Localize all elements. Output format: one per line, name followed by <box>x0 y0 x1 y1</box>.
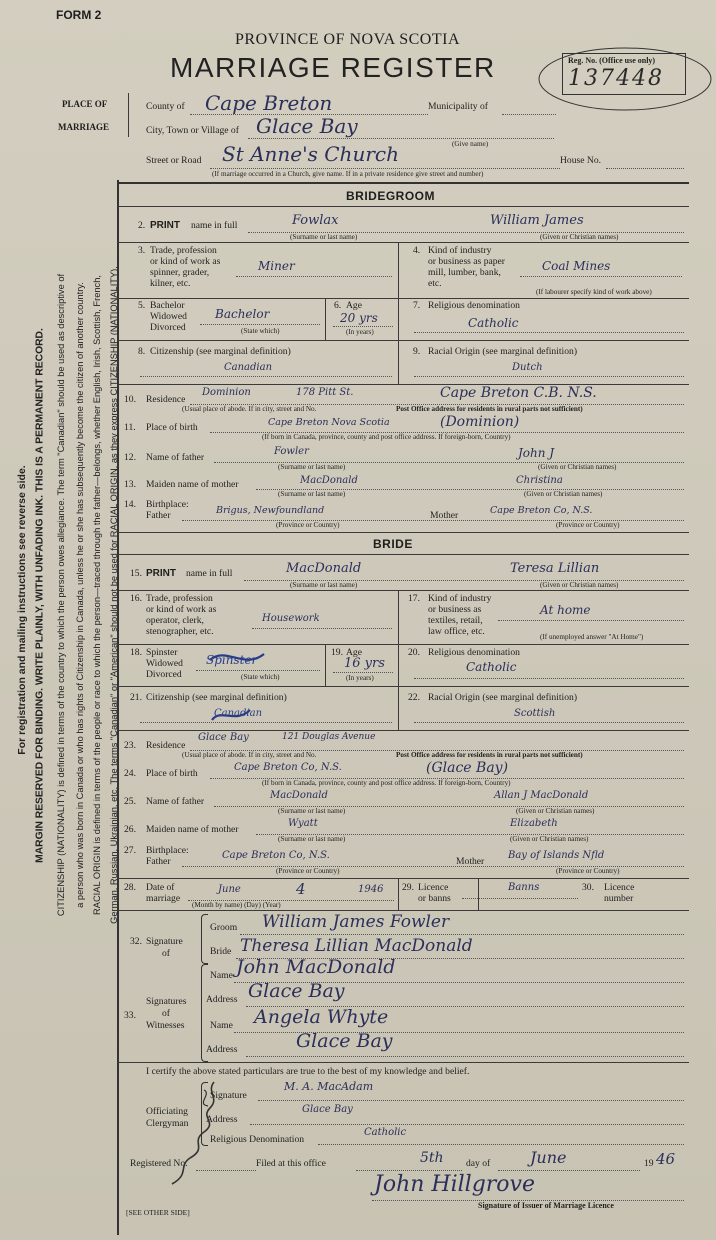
groom-industry: Coal Mines <box>542 259 611 273</box>
f7-number: 7. <box>413 300 421 311</box>
witness2-name: Angela Whyte <box>254 1006 389 1028</box>
f8-label: Citizenship (see marginal definition) <box>150 346 291 357</box>
bride-mother-province-note: (Province or Country) <box>556 867 620 875</box>
f30-line2: number <box>604 893 634 904</box>
certify-statement: I certify the above stated particulars are true to the best of my knowledge and belief. <box>146 1066 470 1077</box>
f11-label: Place of birth <box>146 422 198 433</box>
bride-father-surname: MacDonald <box>270 790 328 801</box>
signature-label: Signature <box>146 936 183 947</box>
margin-line-1: For registration and mailing instructions see reverse side. <box>16 465 28 755</box>
house-no-label: House No. <box>560 155 602 166</box>
f15-number: 15. <box>130 568 142 579</box>
clergy-address: Glace Bay <box>302 1104 353 1115</box>
f18-line3: Divorced <box>146 669 182 680</box>
f14-mother-label: Mother <box>430 510 459 521</box>
bride-birth-note: (If born in Canada, province, county and post office address. If foreign-born, Country) <box>262 779 511 787</box>
f5-line2: Widowed <box>150 311 187 322</box>
groom-sig-label: Groom <box>210 922 238 933</box>
f18-number: 18. <box>130 647 142 658</box>
bride-industry: At home <box>540 603 591 617</box>
bride-residence-b: 121 Douglas Avenue <box>282 732 376 742</box>
f10-label: Residence <box>146 394 186 405</box>
f22-number: 22. <box>408 692 420 703</box>
f24-label: Place of birth <box>146 768 198 779</box>
province-heading: PROVINCE OF NOVA SCOTIA <box>235 31 461 48</box>
f24-number: 24. <box>124 768 136 779</box>
reg-no-label: Reg. No. (Office use only) <box>568 56 656 65</box>
f28-number: 28. <box>124 882 136 893</box>
groom-birth-b: (Dominion) <box>440 414 520 430</box>
groom-status: Bachelor <box>215 307 270 321</box>
f29-line1: Licence <box>418 882 449 893</box>
f4-line2: or business as paper <box>428 256 505 267</box>
groom-mother-given: Christina <box>516 475 563 486</box>
marriage-year: 1946 <box>358 884 384 895</box>
witnesses-line3: Witnesses <box>146 1020 185 1031</box>
bride-given-note: (Given or Christian names) <box>540 581 619 589</box>
see-other-side: [SEE OTHER SIDE] <box>126 1208 190 1217</box>
witness1-address: Glace Bay <box>248 980 345 1002</box>
f19-number: 19. <box>331 647 343 658</box>
groom-racial: Dutch <box>512 362 543 373</box>
witness1-name: John MacDonald <box>236 956 396 978</box>
f16-line1: Trade, profession <box>146 593 213 604</box>
groom-given: William James <box>490 213 584 228</box>
f9-label: Racial Origin (see marginal definition) <box>428 346 578 357</box>
groom-residence-a: Dominion <box>202 387 251 398</box>
bride-trade: Housework <box>262 613 320 624</box>
f20-label: Religious denomination <box>428 647 520 658</box>
f2-label: name in full <box>191 220 238 231</box>
groom-trade: Miner <box>258 259 295 273</box>
groom-father-surname: Fowler <box>274 446 309 457</box>
bride-status: Spinster <box>206 653 258 667</box>
f25-number: 25. <box>124 796 136 807</box>
street-value: St Anne's Church <box>222 142 399 166</box>
father-province-note: (Province or Country) <box>276 521 340 529</box>
groom-years-note: (In years) <box>346 328 374 336</box>
groom-birth-a: Cape Breton Nova Scotia <box>268 417 390 428</box>
f27-label: Birthplace: <box>146 845 189 856</box>
margin-line-4: a person who was born in Canada or who has rights of Citizenship in Canada, unless he or she has subsequently become the citizen of another country. <box>75 282 85 908</box>
f14-number: 14. <box>124 499 136 510</box>
day-of-label: day of <box>466 1158 491 1169</box>
f27-mother-label: Mother <box>456 856 485 867</box>
street-label: Street or Road <box>146 155 202 166</box>
at-home-note: (If unemployed answer "At Home") <box>540 633 644 641</box>
f17-line3: textiles, retail, <box>428 615 483 626</box>
groom-religion: Catholic <box>468 316 519 330</box>
f10-number: 10. <box>124 394 136 405</box>
f28-line2: marriage <box>146 893 181 904</box>
groom-father-birthplace: Brigus, Newfoundland <box>216 505 325 516</box>
groom-residence-c: Cape Breton C.B. N.S. <box>440 385 597 401</box>
f25-label: Name of father <box>146 796 205 807</box>
f19-label: Age <box>346 647 362 658</box>
groom-residence-b: 178 Pitt St. <box>296 387 354 398</box>
margin-line-5: RACIAL ORIGIN is defined in terms of the people or race to which the person—traced through the father—belongs, whether English, Irish, Scottish, French, <box>92 275 102 915</box>
bride-birth-b: (Glace Bay) <box>426 760 509 776</box>
f9-number: 9. <box>413 346 421 357</box>
f15-label: name in full <box>186 568 233 579</box>
f28-line1: Date of <box>146 882 175 893</box>
f17-number: 17. <box>408 593 420 604</box>
marriage-month: June <box>218 884 241 895</box>
f17-line4: law office, etc. <box>428 626 485 637</box>
witnesses-line1: Signatures <box>146 996 187 1007</box>
groom-father-given: John J <box>518 446 555 460</box>
county-value: Cape Breton <box>205 91 333 115</box>
f17-line1: Kind of industry <box>428 593 492 604</box>
f17-line2: or business as <box>428 604 482 615</box>
f15-print: PRINT <box>146 568 176 579</box>
groom-citizenship: Canadian <box>224 362 273 373</box>
bride-racial: Scottish <box>514 708 556 719</box>
groom-given-note: (Given or Christian names) <box>540 233 619 241</box>
f30-number: 30. <box>582 882 594 893</box>
f22-label: Racial Origin (see marginal definition) <box>428 692 578 703</box>
officiating-line2: Clergyman <box>146 1118 189 1129</box>
filed-year-prefix: 19 <box>644 1158 654 1169</box>
bride-surname: MacDonald <box>286 561 362 576</box>
bride-father-province-note: (Province or Country) <box>276 867 340 875</box>
f5-number: 5. <box>138 300 146 311</box>
bride-signature: Theresa Lillian MacDonald <box>240 936 473 956</box>
bride-residence-note-1: (Usual place of abode. If in city, street and No. <box>182 751 317 759</box>
bride-mother-birthplace: Bay of Islands Nfld <box>508 850 605 861</box>
bride-years-note: (In years) <box>346 674 374 682</box>
bride-father-given: Allan J MacDonald <box>494 790 589 801</box>
mother-given-note: (Given or Christian names) <box>524 490 603 498</box>
city-label: City, Town or Village of <box>146 125 239 136</box>
bride-heading: BRIDE <box>373 537 413 551</box>
filed-label: Filed at this office <box>256 1158 326 1169</box>
f26-number: 26. <box>124 824 136 835</box>
f7-label: Religious denomination <box>428 300 520 311</box>
form-number: FORM 2 <box>56 8 102 22</box>
f5-line1: Bachelor <box>150 300 185 311</box>
f4-line1: Kind of industry <box>428 245 492 256</box>
f3-line1: Trade, profession <box>150 245 217 256</box>
f8-number: 8. <box>138 346 146 357</box>
bride-mother-given: Elizabeth <box>510 818 558 829</box>
officiating-line1: Officiating <box>146 1106 188 1117</box>
bride-father-given-note: (Given or Christian names) <box>516 807 595 815</box>
f4-number: 4. <box>413 245 421 256</box>
bride-surname-note: (Surname or last name) <box>290 581 358 589</box>
bride-mother-surname: Wyatt <box>288 818 318 829</box>
clergy-signature-label: Signature <box>210 1090 247 1101</box>
bride-age: 16 yrs <box>344 656 385 671</box>
f23-label: Residence <box>146 740 186 751</box>
bride-residence-a: Glace Bay <box>198 732 249 743</box>
father-given-note: (Given or Christian names) <box>538 463 617 471</box>
f3-line2: or kind of work as <box>150 256 221 267</box>
father-surname-note: (Surname or last name) <box>278 463 346 471</box>
mother-surname-note: (Surname or last name) <box>278 490 346 498</box>
witness2-name-label: Name <box>210 1020 233 1031</box>
ink-stroke-mark <box>206 640 286 730</box>
groom-mother-birthplace: Cape Breton Co, N.S. <box>490 505 593 516</box>
church-note: (If marriage occurred in a Church, give name. If in a private residence give street and number) <box>212 170 484 178</box>
residence-note-1: (Usual place of abode. If in city, street and No. <box>182 405 317 413</box>
give-name-note: (Give name) <box>452 140 489 148</box>
filed-day: 5th <box>420 1150 444 1166</box>
f3-number: 3. <box>138 245 146 256</box>
f18-line1: Spinster <box>146 647 178 658</box>
witnesses-line2: of <box>162 1008 170 1019</box>
f30-line1: Licence <box>604 882 635 893</box>
bride-state-note: (State which) <box>241 673 280 681</box>
f6-label: Age <box>346 300 362 311</box>
labourer-note: (If labourer specify kind of work above) <box>536 288 652 296</box>
signature-of-label: of <box>162 948 170 959</box>
groom-mother-surname: MacDonald <box>300 475 358 486</box>
date-note: (Month by name) (Day) (Year) <box>192 901 281 909</box>
issuer-signature: John Hillgrove <box>374 1172 535 1197</box>
bridegroom-heading: BRIDEGROOM <box>346 189 435 203</box>
f20-number: 20. <box>408 647 420 658</box>
place-of-label: PLACE OF <box>62 99 108 109</box>
f3-line3: spinner, grader, <box>150 267 210 278</box>
bride-citizenship: Canadian <box>214 708 263 719</box>
f27-father-label: Father <box>146 856 171 867</box>
bride-father-birthplace: Cape Breton Co, N.S. <box>222 850 330 861</box>
filed-year: 46 <box>656 1150 676 1168</box>
bride-mother-given-note: (Given or Christian names) <box>510 835 589 843</box>
groom-surname-note: (Surname or last name) <box>290 233 358 241</box>
groom-signature: William James Fowler <box>262 912 450 932</box>
f21-label: Citizenship (see marginal definition) <box>146 692 287 703</box>
clergy-address-label: Address <box>206 1114 238 1125</box>
bracket-32 <box>201 914 208 964</box>
bride-given: Teresa Lillian <box>510 561 600 576</box>
f4-line4: etc. <box>428 278 442 289</box>
f16-number: 16. <box>130 593 142 604</box>
issuer-label: Signature of Issuer of Marriage Licence <box>478 1201 614 1210</box>
groom-age: 20 yrs <box>340 311 378 325</box>
reg-no-ellipse-mark <box>536 44 714 114</box>
f16-line2: or kind of work as <box>146 604 217 615</box>
city-value: Glace Bay <box>256 114 358 138</box>
reg-no-value: 137448 <box>568 66 664 91</box>
f16-line3: operator, clerk, <box>146 615 204 626</box>
f18-line2: Widowed <box>146 658 183 669</box>
bride-mother-surname-note: (Surname or last name) <box>278 835 346 843</box>
f23-number: 23. <box>124 740 136 751</box>
witness2-address: Glace Bay <box>296 1030 393 1052</box>
f13-label: Maiden name of mother <box>146 479 239 490</box>
f2-print: PRINT <box>150 220 180 231</box>
bride-father-surname-note: (Surname or last name) <box>278 807 346 815</box>
registered-label: Registered No. <box>130 1158 188 1169</box>
f4-line3: mill, lumber, bank, <box>428 267 501 278</box>
f14-label: Birthplace: <box>146 499 189 510</box>
f27-number: 27. <box>124 845 136 856</box>
f14-father-label: Father <box>146 510 171 521</box>
f12-number: 12. <box>124 452 136 463</box>
f29-number: 29. <box>402 882 414 893</box>
bride-birth-a: Cape Breton Co, N.S. <box>234 762 342 773</box>
f13-number: 13. <box>124 479 136 490</box>
scribble-mark-left <box>160 1080 230 1190</box>
margin-line-6: German, Russian, Ukrainian, etc. The terms "Canadian" or "American" should not be used for RACIAL ORIGIN, as they express CITIZENSHIP (NATIONALITY). <box>109 266 119 924</box>
f12-label: Name of father <box>146 452 205 463</box>
clergy-signature: M. A. MacAdam <box>284 1080 374 1093</box>
marriage-label: MARRIAGE <box>58 122 109 132</box>
margin-line-3: CITIZENSHIP (NATIONALITY) is defined in terms of the country to which the person owes allegiance. The term "Canadian" should be used as descriptive of <box>56 273 66 917</box>
f16-line4: stenographer, etc. <box>146 626 214 637</box>
licence-or-banns: Banns <box>508 882 540 893</box>
witness1-name-label: Name <box>210 970 233 981</box>
mother-province-note: (Province or Country) <box>556 521 620 529</box>
f33-number: 33. <box>124 1010 136 1021</box>
page-title: MARRIAGE REGISTER <box>170 52 496 83</box>
witness1-address-label: Address <box>206 994 238 1005</box>
marriage-day: 4 <box>296 880 306 898</box>
filed-month: June <box>530 1148 567 1167</box>
groom-surname: Fowlax <box>292 213 339 228</box>
f26-label: Maiden name of mother <box>146 824 239 835</box>
bride-sig-label: Bride <box>210 946 232 957</box>
f29-line2: or banns <box>418 893 451 904</box>
residence-note-2: Post Office address for residents in rural parts not sufficient) <box>396 405 583 413</box>
f2-number: 2. <box>138 220 146 231</box>
county-label: County of <box>146 101 185 112</box>
f3-line4: kilner, etc. <box>150 278 191 289</box>
f5-line3: Divorced <box>150 322 186 333</box>
f11-number: 11. <box>124 422 136 433</box>
groom-state-note: (State which) <box>241 327 280 335</box>
bride-religion: Catholic <box>466 660 517 674</box>
bride-residence-note-2: Post Office address for residents in rural parts not sufficient) <box>396 751 583 759</box>
f21-number: 21. <box>130 692 142 703</box>
denomination-label: Religious Denomination <box>210 1134 305 1145</box>
margin-line-2: MARGIN RESERVED FOR BINDING. WRITE PLAINLY, WITH UNFADING INK. THIS IS A PERMANENT RECORD. <box>34 328 46 863</box>
municipality-label: Municipality of <box>428 101 488 112</box>
f32-number: 32. <box>130 936 142 947</box>
f6-number: 6. <box>334 300 342 311</box>
birth-note: (If born in Canada, province, county and post office address. If foreign-born, Country) <box>262 433 511 441</box>
clergy-denomination: Catholic <box>364 1127 407 1138</box>
witness2-address-label: Address <box>206 1044 238 1055</box>
